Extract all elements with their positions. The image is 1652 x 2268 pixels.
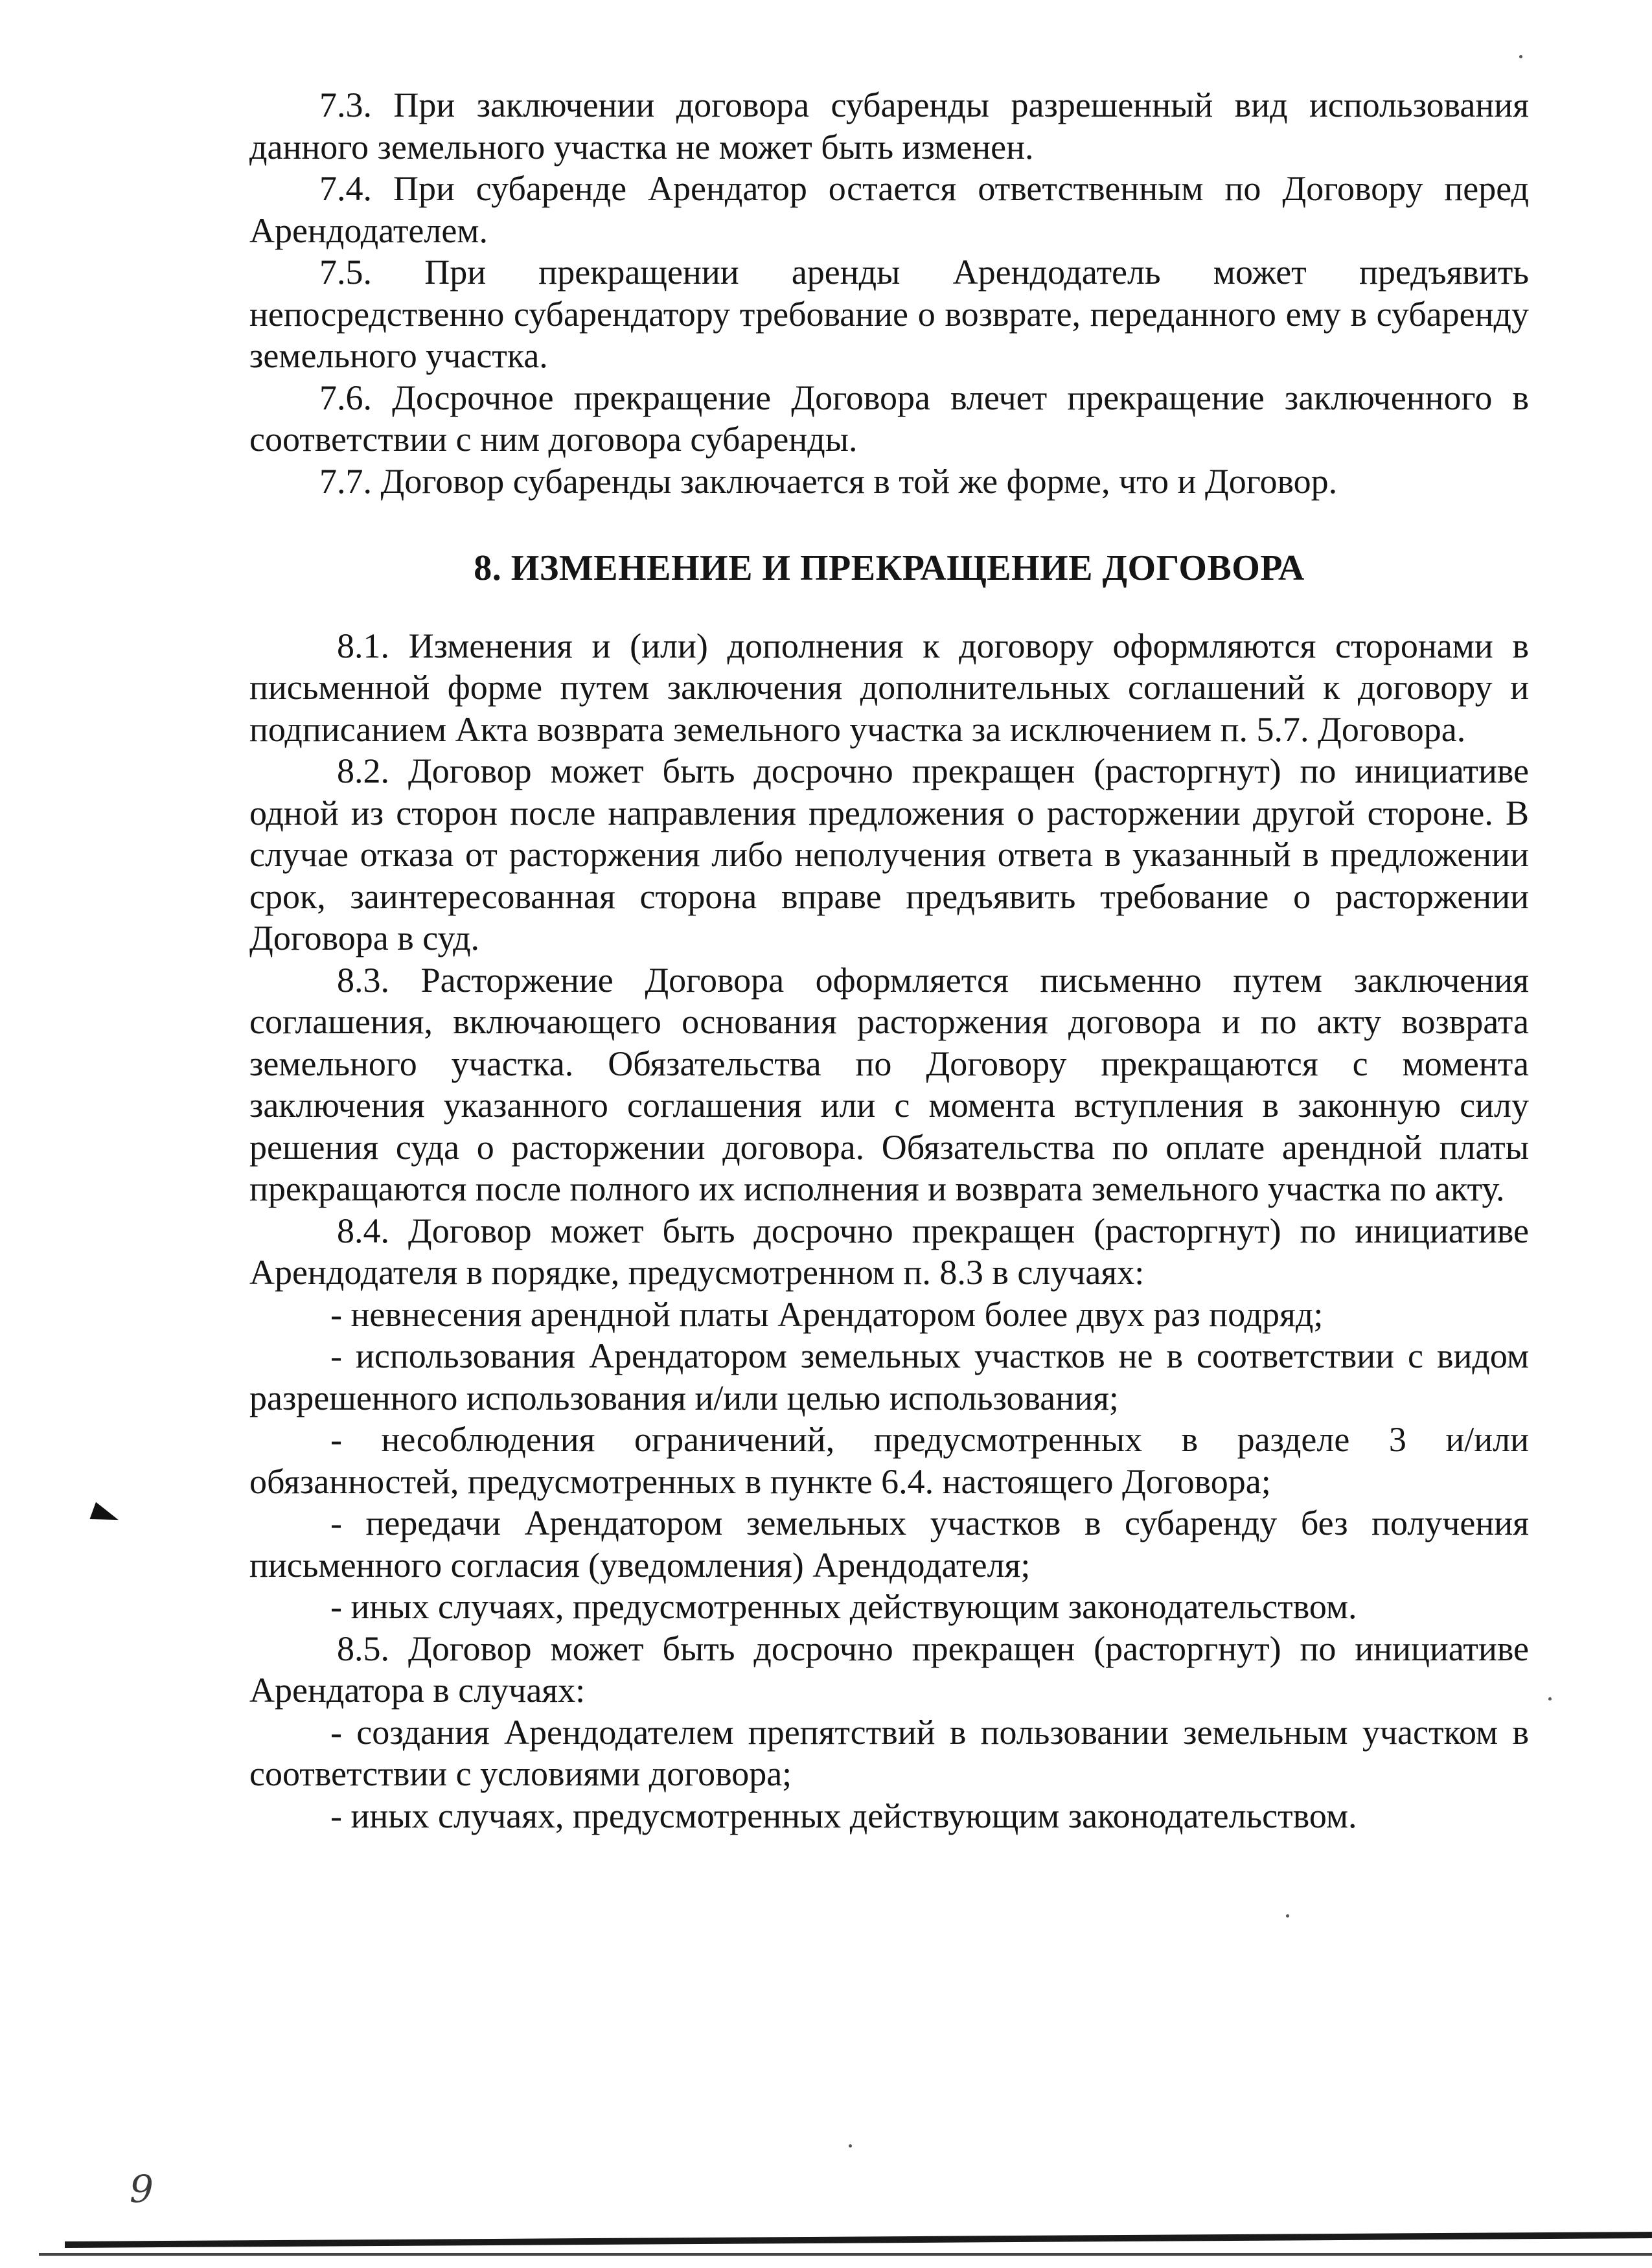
scan-speck	[1286, 1914, 1289, 1918]
clause-8-1: 8.1. Изменения и (или) дополнения к договору оформляются сторонами в письменной форме путем заключения дополнительных соглашений к договору и подписанием Акта возврата земельного участка за исключением п. 5.7. Договора.	[249, 626, 1529, 749]
clause-8-3: 8.3. Расторжение Договора оформляется письменно путем заключения соглашения, включающего основания расторжения договора и по акту возврата земельного участка. Обязательства по Договору прекращаются с момента заключения указанного соглашения или с момента вступления в законную силу решения суда о расторжении договора. Обязательства по оплате арендной платы прекращаются после полного их исполнения и возврата земельного участка по акту.	[249, 960, 1529, 1208]
scan-speck	[849, 2144, 852, 2148]
clause-8-4: 8.4. Договор может быть досрочно прекращен (расторгнут) по инициативе Арендодателя в порядке, предусмотренном п. 8.3 в случаях:	[249, 1211, 1529, 1292]
clause-7-7: 7.7. Договор субаренды заключается в той же форме, что и Договор.	[319, 461, 1338, 501]
clause-8-4-item-1: - невнесения арендной платы Арендатором более двух раз подряд;	[330, 1294, 1324, 1334]
clause-8-5-item-2: - иных случаях, предусмотренных действующим законодательством.	[330, 1796, 1357, 1835]
clause-7-4: 7.4. При субаренде Арендатор остается ответственным по Договору перед Арендодателем.	[249, 169, 1529, 250]
clause-8-4-item-5: - иных случаях, предусмотренных действующим законодательством.	[330, 1587, 1357, 1626]
clause-7-6: 7.6. Досрочное прекращение Договора влечет прекращение заключенного в соответствии с ним договора субаренды.	[249, 378, 1529, 459]
scan-speck	[1548, 1697, 1552, 1701]
document-body	[249, 84, 1529, 1837]
clause-8-5-item-1: - создания Арендодателем препятствий в пользовании земельным участком в соответствии с условиями договора;	[249, 1712, 1529, 1793]
scan-edge-line	[65, 2232, 1652, 2248]
section-title: 8. ИЗМЕНЕНИЕ И ПРЕКРАЩЕНИЕ ДОГОВОРА	[474, 548, 1305, 588]
clause-8-2: 8.2. Договор может быть досрочно прекращен (расторгнут) по инициативе одной из сторон после направления предложения о расторжении другой стороне. В случае отказа от расторжения либо неполучения ответа в указанный в предложении срок, заинтересованная сторона вправе предъявить требование о расторжении Договора в суд.	[249, 751, 1529, 957]
margin-arrow-mark	[89, 1502, 121, 1529]
clause-8-4-item-2: - использования Арендатором земельных участков не в соответствии с видом разрешенного использования и/или целью использования;	[249, 1336, 1529, 1417]
clause-8-4-item-4: - передачи Арендатором земельных участков в субаренду без получения письменного согласия (уведомления) Арендодателя;	[249, 1504, 1529, 1585]
clause-8-5: 8.5. Договор может быть досрочно прекращен (расторгнут) по инициативе Арендатора в случаях:	[249, 1629, 1529, 1710]
scan-edge-line-thin	[39, 2253, 1652, 2256]
scan-speck	[1519, 55, 1522, 58]
clause-7-3: 7.3. При заключении договора субаренды разрешенный вид использования данного земельного участка не может быть изменен.	[249, 86, 1529, 166]
clause-8-4-item-3: - несоблюдения ограничений, предусмотренных в разделе 3 и/или обязанностей, предусмотренных в пункте 6.4. настоящего Договора;	[249, 1420, 1529, 1501]
clause-7-5: 7.5. При прекращении аренды Арендодатель может предъявить непосредственно субарендатору требование о возврате, переданного ему в субаренду земельного участка.	[249, 253, 1529, 375]
page-number: 9	[130, 2167, 154, 2211]
